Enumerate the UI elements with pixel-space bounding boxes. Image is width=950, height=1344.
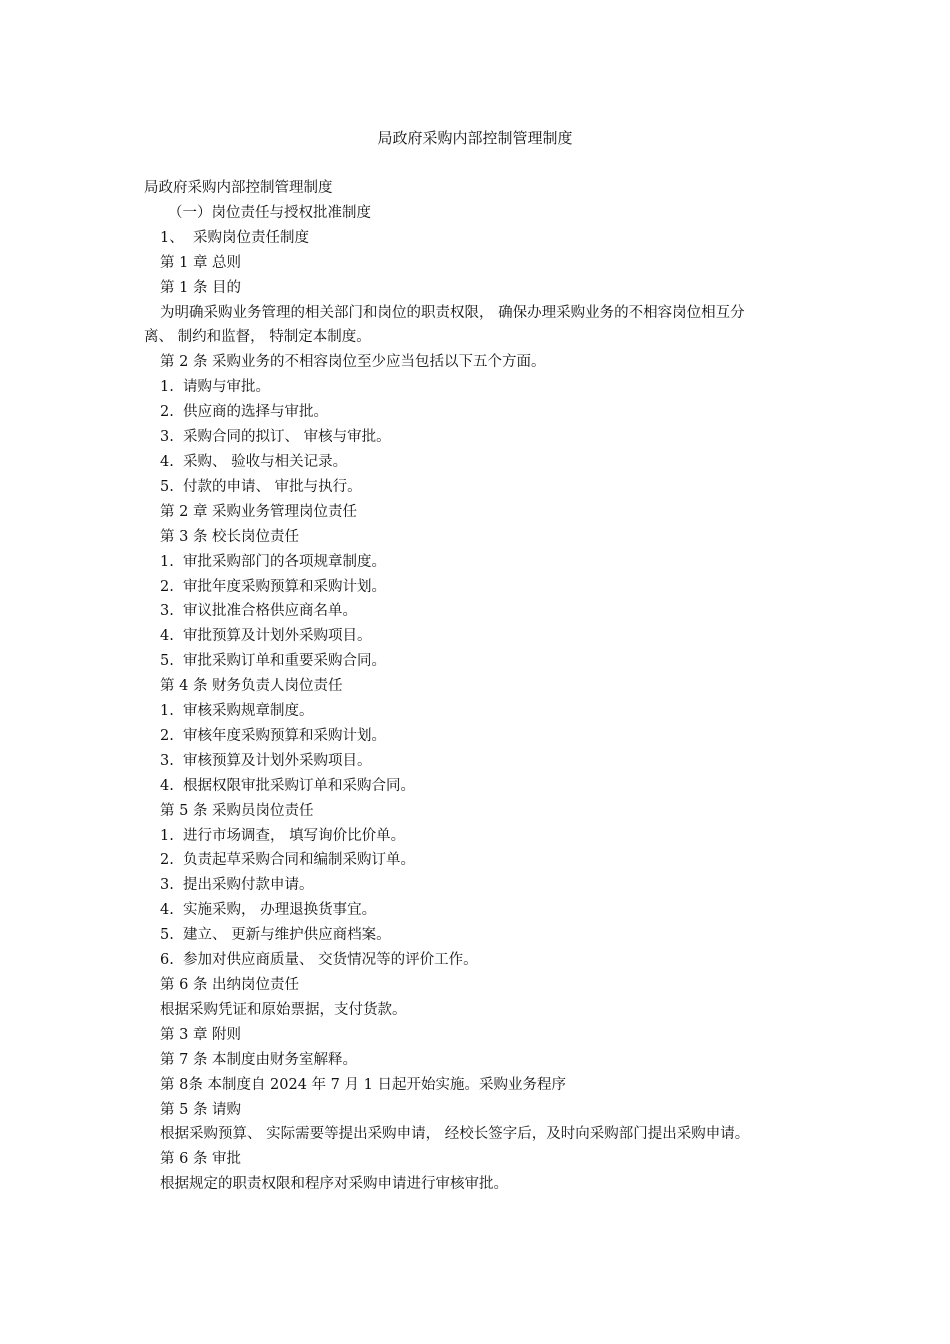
document-line: 3. 审核预算及计划外采购项目。 bbox=[160, 752, 372, 769]
document-line: 第 6 条 出纳岗位责任 bbox=[160, 977, 300, 993]
document-line: 2. 负责起草采购合同和编制采购订单。 bbox=[160, 852, 416, 869]
document-line: 第 2 条 采购业务的不相容岗位至少应当包括以下五个方面。 bbox=[160, 354, 546, 371]
document-line: 第 6 条 审批 bbox=[160, 1151, 242, 1168]
document-line: 1. 请购与审批。 bbox=[160, 379, 271, 396]
document-line: 4. 根据权限审批采购订单和采购合同。 bbox=[160, 777, 416, 794]
document-title: 局政府采购内部控制管理制度 bbox=[377, 129, 573, 147]
document-line: 为明确采购业务管理的相关部门和岗位的职责权限， 确保办理采购业务的不相容岗位相互分 bbox=[160, 304, 745, 321]
document-line: 离、 制约和监督， 特制定本制度。 bbox=[144, 329, 371, 346]
document-line: 1、 采购岗位责任制度 bbox=[160, 229, 309, 246]
document-body bbox=[144, 176, 814, 1197]
document-line: 1. 进行市场调查， 填写询价比价单。 bbox=[160, 827, 406, 844]
document-line: 1. 审核采购规章制度。 bbox=[160, 703, 314, 720]
document-line: 局政府采购内部控制管理制度 bbox=[144, 180, 333, 196]
document-line: 第 4 条 财务负责人岗位责任 bbox=[160, 678, 343, 695]
document-line: 5. 建立、 更新与维护供应商档案。 bbox=[160, 927, 391, 944]
document-line: 第 8条 本制度自 2024 年 7 月 1 日起开始实施。采购业务程序 bbox=[160, 1076, 566, 1093]
document-line: 根据规定的职责权限和程序对采购申请进行审核审批。 bbox=[160, 1176, 508, 1193]
document-line: 4. 采购、 验收与相关记录。 bbox=[160, 453, 348, 470]
document-line: 根据采购预算、 实际需要等提出采购申请， 经校长签字后，及时向采购部门提出采购申请。 bbox=[160, 1126, 750, 1143]
document-line: 第 3 章 附则 bbox=[160, 1026, 242, 1043]
document-line: 5. 审批采购订单和重要采购合同。 bbox=[160, 653, 387, 670]
document-line: 3. 审议批准合格供应商名单。 bbox=[160, 603, 358, 620]
document-line: 第 3 条 校长岗位责任 bbox=[160, 528, 300, 545]
document-line: 第 2 章 采购业务管理岗位责任 bbox=[160, 503, 358, 520]
document-line: 第 5 条 采购员岗位责任 bbox=[160, 802, 314, 819]
document-line: 第 1 章 总则 bbox=[160, 254, 242, 271]
document-line: 3. 采购合同的拟订、 审核与审批。 bbox=[160, 429, 391, 446]
document-line: 根据采购凭证和原始票据，支付货款。 bbox=[160, 1001, 407, 1018]
document-line: 5. 付款的申请、 审批与执行。 bbox=[160, 478, 362, 495]
document-line: 6. 参加对供应商质量、 交货情况等的评价工作。 bbox=[160, 952, 478, 969]
document-line: 第 1 条 目的 bbox=[160, 279, 242, 296]
document-line: 3. 提出采购付款申请。 bbox=[160, 877, 314, 894]
document-line: 1. 审批采购部门的各项规章制度。 bbox=[160, 553, 387, 570]
document-line: 2. 审批年度采购预算和采购计划。 bbox=[160, 578, 387, 595]
document-line: 第 7 条 本制度由财务室解释。 bbox=[160, 1051, 358, 1068]
document-line: 第 5 条 请购 bbox=[160, 1101, 242, 1118]
document-line: 4. 审批预算及计划外采购项目。 bbox=[160, 628, 372, 645]
document-line: 2. 供应商的选择与审批。 bbox=[160, 404, 329, 421]
document-line: （一）岗位责任与授权批准制度 bbox=[168, 204, 371, 221]
document-line: 4. 实施采购， 办理退换货事宜。 bbox=[160, 902, 377, 919]
document-line: 2. 审核年度采购预算和采购计划。 bbox=[160, 727, 387, 744]
